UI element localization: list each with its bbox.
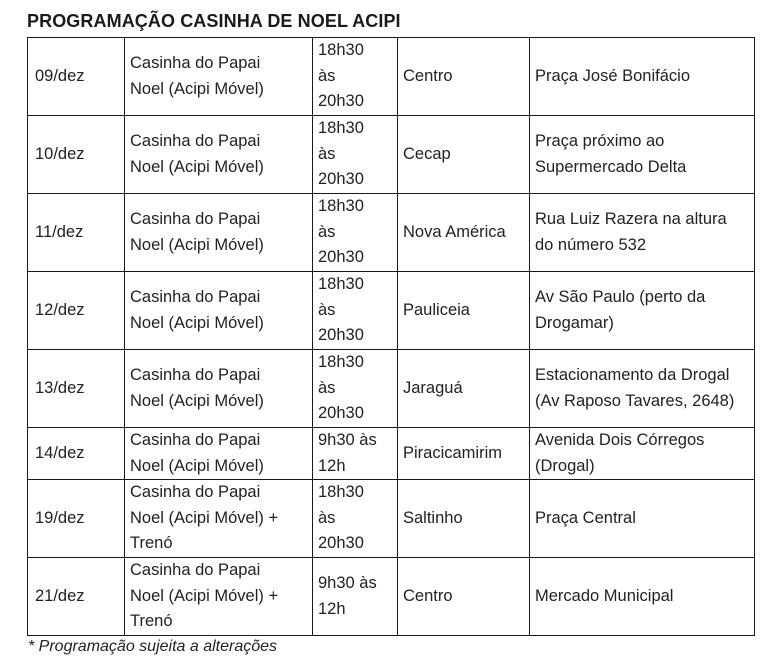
place-cell-line: Supermercado Delta [535,157,687,176]
place-cell-line: Estacionamento da Drogal [535,366,730,384]
table-row [28,272,755,350]
neighborhood-cell: Centro [398,558,530,636]
date-cell: 09/dez [28,38,125,116]
event-cell-line: Trenó [130,534,173,553]
table-row [28,38,755,116]
table-row [28,480,755,558]
event-cell-line: Noel (Acipi Móvel) [130,79,264,98]
time-cell-line: 20h30 [318,248,364,267]
date-cell: 13/dez [28,350,125,428]
place-cell-line: (Av Raposo Tavares, 2648) [535,391,735,410]
place-cell-line: Praça Central [535,508,636,527]
event-cell-line: Casinha do Papai [130,288,261,306]
time-cell-line: 9h30 às [318,574,377,592]
event-cell-line: Noel (Acipi Móvel) [130,235,264,254]
schedule-table-body [28,38,755,636]
date-cell: 14/dez [28,428,125,480]
time-cell-line: às [318,508,336,527]
place-cell [530,428,755,480]
event-cell-line: Casinha do Papai [130,54,261,72]
date-cell: 12/dez [28,272,125,350]
event-cell-line: Casinha do Papai [130,431,261,449]
neighborhood-cell: Pauliceia [398,272,530,350]
place-cell-line: do número 532 [535,235,646,254]
event-cell-line: Casinha do Papai [130,561,261,580]
place-cell-line: Mercado Municipal [535,586,674,605]
date-cell: 19/dez [28,480,125,558]
event-cell-line: Casinha do Papai [130,366,261,384]
table-row [28,558,755,636]
neighborhood-cell: Piracicamirim [398,428,530,480]
place-cell-line: Praça José Bonifácio [535,66,691,85]
place-cell [530,116,755,194]
place-cell [530,558,755,636]
time-cell [313,272,398,350]
time-cell-line: 9h30 às [318,431,377,449]
place-cell-line: Avenida Dois Córregos [535,431,705,449]
event-cell-line: Noel (Acipi Móvel) + [130,508,279,527]
event-cell [125,428,313,480]
time-cell-line: 18h30 [318,197,364,216]
page-title: PROGRAMAÇÃO CASINHA DE NOEL ACIPI [27,11,401,31]
date-cell: 10/dez [28,116,125,194]
time-cell [313,116,398,194]
table-row [28,194,755,272]
time-cell-line: 20h30 [318,92,364,111]
date-cell: 21/dez [28,558,125,636]
place-cell-line: Drogamar) [535,313,614,332]
event-cell-line: Noel (Acipi Móvel) [130,313,264,332]
event-cell [125,116,313,194]
disclaimer-note: * Programação sujeita a alterações [28,638,278,655]
event-cell-line: Trenó [130,612,173,631]
place-cell-line: Rua Luiz Razera na altura [535,210,727,228]
event-cell-line: Noel (Acipi Móvel) [130,391,264,410]
place-cell-line: Praça próximo ao [535,132,665,150]
time-cell-line: 20h30 [318,534,364,553]
schedule-table [27,37,755,636]
time-cell [313,428,398,480]
event-cell [125,558,313,636]
place-cell-line: Av São Paulo (perto da [535,288,706,306]
time-cell [313,350,398,428]
table-row [28,116,755,194]
place-cell [530,38,755,116]
time-cell-line: às [318,66,336,85]
place-cell [530,350,755,428]
time-cell [313,558,398,636]
neighborhood-cell: Jaraguá [398,350,530,428]
time-cell-line: 18h30 [318,353,364,372]
event-cell-line: Casinha do Papai [130,132,261,150]
time-cell [313,194,398,272]
event-cell [125,194,313,272]
place-cell [530,194,755,272]
place-cell [530,480,755,558]
date-cell: 11/dez [28,194,125,272]
place-cell-line: (Drogal) [535,456,595,475]
place-cell [530,272,755,350]
time-cell [313,480,398,558]
time-cell-line: 18h30 [318,275,364,294]
time-cell-line: às [318,300,336,319]
time-cell-line: 12h [318,456,346,475]
time-cell [313,38,398,116]
time-cell-line: 18h30 [318,119,364,138]
event-cell-line: Casinha do Papai [130,210,261,228]
table-row [28,350,755,428]
event-cell [125,350,313,428]
neighborhood-cell: Cecap [398,116,530,194]
event-cell [125,272,313,350]
neighborhood-cell: Nova América [398,194,530,272]
event-cell-line: Noel (Acipi Móvel) [130,157,264,176]
time-cell-line: às [318,222,336,241]
event-cell-line: Noel (Acipi Móvel) + [130,586,279,605]
event-cell [125,480,313,558]
time-cell-line: 18h30 [318,483,364,502]
time-cell-line: 18h30 [318,41,364,60]
event-cell-line: Noel (Acipi Móvel) [130,456,264,475]
time-cell-line: 12h [318,599,346,618]
time-cell-line: 20h30 [318,170,364,189]
neighborhood-cell: Saltinho [398,480,530,558]
table-row [28,428,755,480]
time-cell-line: às [318,378,336,397]
neighborhood-cell: Centro [398,38,530,116]
event-cell-line: Casinha do Papai [130,483,261,502]
time-cell-line: 20h30 [318,404,364,423]
time-cell-line: 20h30 [318,326,364,345]
event-cell [125,38,313,116]
time-cell-line: às [318,144,336,163]
